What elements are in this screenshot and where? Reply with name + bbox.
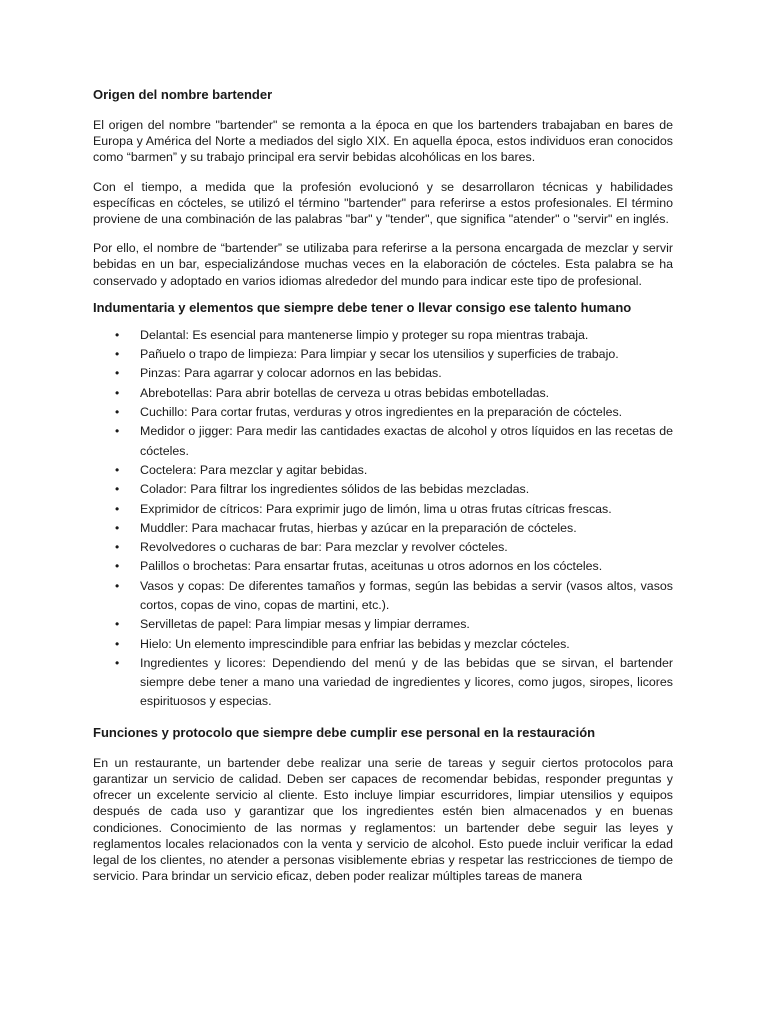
bullet-icon: • (115, 501, 120, 516)
list-item-text: Exprimidor de cítricos: Para exprimir jugo de limón, lima u otras frutas cítricas frescas. (140, 501, 612, 516)
bullet-icon: • (115, 655, 120, 670)
list-item (93, 654, 673, 712)
bullet-icon: • (115, 559, 120, 574)
list-item (93, 461, 673, 480)
list-item-text: Muddler: Para machacar frutas, hierbas y azúcar en la preparación de cócteles. (140, 520, 577, 535)
list-item-text: Coctelera: Para mezclar y agitar bebidas. (140, 462, 368, 477)
list-item-text: Revolvedores o cucharas de bar: Para mezclar y revolver cócteles. (140, 540, 508, 555)
list-item (93, 615, 673, 634)
list-item (93, 422, 673, 461)
list-item (93, 577, 673, 616)
bullet-icon: • (115, 636, 120, 651)
paragraph-origen-2: Con el tiempo, a medida que la profesión evolucionó y se desarrollaron técnicas y habilidades específicas en cócteles, se utilizó el término "bartender" para referirse a estos profesionales. El término proviene de una combinación de las palabras "bar" y "tender", que significa "atender" o "servir" en inglés. (93, 179, 673, 227)
bullet-icon: • (115, 520, 120, 535)
bullet-icon: • (115, 617, 120, 632)
list-item (93, 500, 673, 519)
bullet-icon: • (115, 462, 120, 477)
list-item (93, 557, 673, 576)
document-page (93, 86, 673, 884)
list-item (93, 345, 673, 364)
bullet-icon: • (115, 578, 120, 593)
list-item (93, 519, 673, 538)
list-item-text: Medidor o jigger: Para medir las cantidades exactas de alcohol y otros líquidos en las recetas de cócteles. (140, 424, 673, 458)
indumentaria-list (93, 326, 673, 712)
list-item-text: Cuchillo: Para cortar frutas, verduras y otros ingredientes en la preparación de cócteles. (140, 405, 623, 420)
list-item-text: Colador: Para filtrar los ingredientes sólidos de las bebidas mezcladas. (140, 482, 530, 497)
paragraph-funciones: En un restaurante, un bartender debe realizar una serie de tareas y seguir ciertos protocolos para garantizar un servicio de calidad. Deben ser capaces de recomendar bebidas, responder preguntas y ofrecer un excelente servicio al cliente. Esto incluye limpiar escurridores, limpiar utensilios y equipos después de cada uso y garantizar que los ingredientes estén bien almacenados y en buenas condiciones. Conocimiento de las normas y reglamentos: un bartender debe seguir las leyes y reglamentos locales relacionados con la venta y servicio de alcohol. Esto puede incluir verificar la edad legal de los clientes, no atender a personas visiblemente ebrias y respetar las restricciones de tiempo de servicio. Para brindar un servicio eficaz, deben poder realizar múltiples tareas de manera (93, 755, 673, 884)
list-item-text: Vasos y copas: De diferentes tamaños y formas, según las bebidas a servir (vasos altos, vasos cortos, copas de vino, copas de martini, etc.). (140, 578, 673, 612)
list-item-text: Ingredientes y licores: Dependiendo del menú y de las bebidas que se sirvan, el bartender siempre debe tener a mano una variedad de ingredientes y licores, como jugos, siropes, licores espirituosos y especias. (140, 655, 673, 709)
bullet-icon: • (115, 424, 120, 439)
list-item-text: Pinzas: Para agarrar y colocar adornos en las bebidas. (140, 366, 442, 381)
heading-funciones: Funciones y protocolo que siempre debe cumplir ese personal en la restauración (93, 724, 596, 740)
bullet-icon: • (115, 366, 120, 381)
bullet-icon: • (115, 405, 120, 420)
list-item (93, 480, 673, 499)
bullet-icon: • (115, 385, 120, 400)
list-item-text: Servilletas de papel: Para limpiar mesas y limpiar derrames. (140, 617, 470, 632)
bullet-icon: • (115, 347, 120, 362)
list-item (93, 364, 673, 383)
list-item (93, 635, 673, 654)
list-item (93, 403, 673, 422)
bullet-icon: • (115, 540, 120, 555)
list-item-text: Pañuelo o trapo de limpieza: Para limpiar y secar los utensilios y superficies de trabajo. (140, 347, 619, 362)
bullet-icon: • (115, 482, 120, 497)
list-item (93, 326, 673, 345)
list-item-text: Palillos o brochetas: Para ensartar frutas, aceitunas u otros adornos en los cócteles. (140, 559, 603, 574)
list-item-text: Hielo: Un elemento imprescindible para enfriar las bebidas y mezclar cócteles. (140, 636, 570, 651)
paragraph-origen-3: Por ello, el nombre de “bartender” se utilizaba para referirse a la persona encargada de mezclar y servir bebidas en un bar, especializándose muchas veces en la elaboración de cócteles. Esta palabra se ha conservado y adoptado en varios idiomas alrededor del mundo para indicar este tipo de profesional. (93, 241, 673, 288)
paragraph-origen-1: El origen del nombre "bartender" se remonta a la época en que los bartenders trabajaban en bares de Europa y América del Norte a mediados del siglo XIX. En aquella época, estos individuos eran conocidos como “barmen” y su trabajo principal era servir bebidas alcohólicas en los bares. (93, 118, 673, 165)
heading-origen: Origen del nombre bartender (93, 87, 273, 102)
list-item (93, 384, 673, 403)
list-item-text: Delantal: Es esencial para mantenerse limpio y proteger su ropa mientras trabaja. (140, 327, 589, 342)
list-item (93, 538, 673, 557)
list-item-text: Abrebotellas: Para abrir botellas de cerveza u otras bebidas embotelladas. (140, 385, 550, 400)
heading-indumentaria: Indumentaria y elementos que siempre debe tener o llevar consigo ese talento humano (93, 299, 632, 315)
bullet-icon: • (115, 327, 120, 342)
